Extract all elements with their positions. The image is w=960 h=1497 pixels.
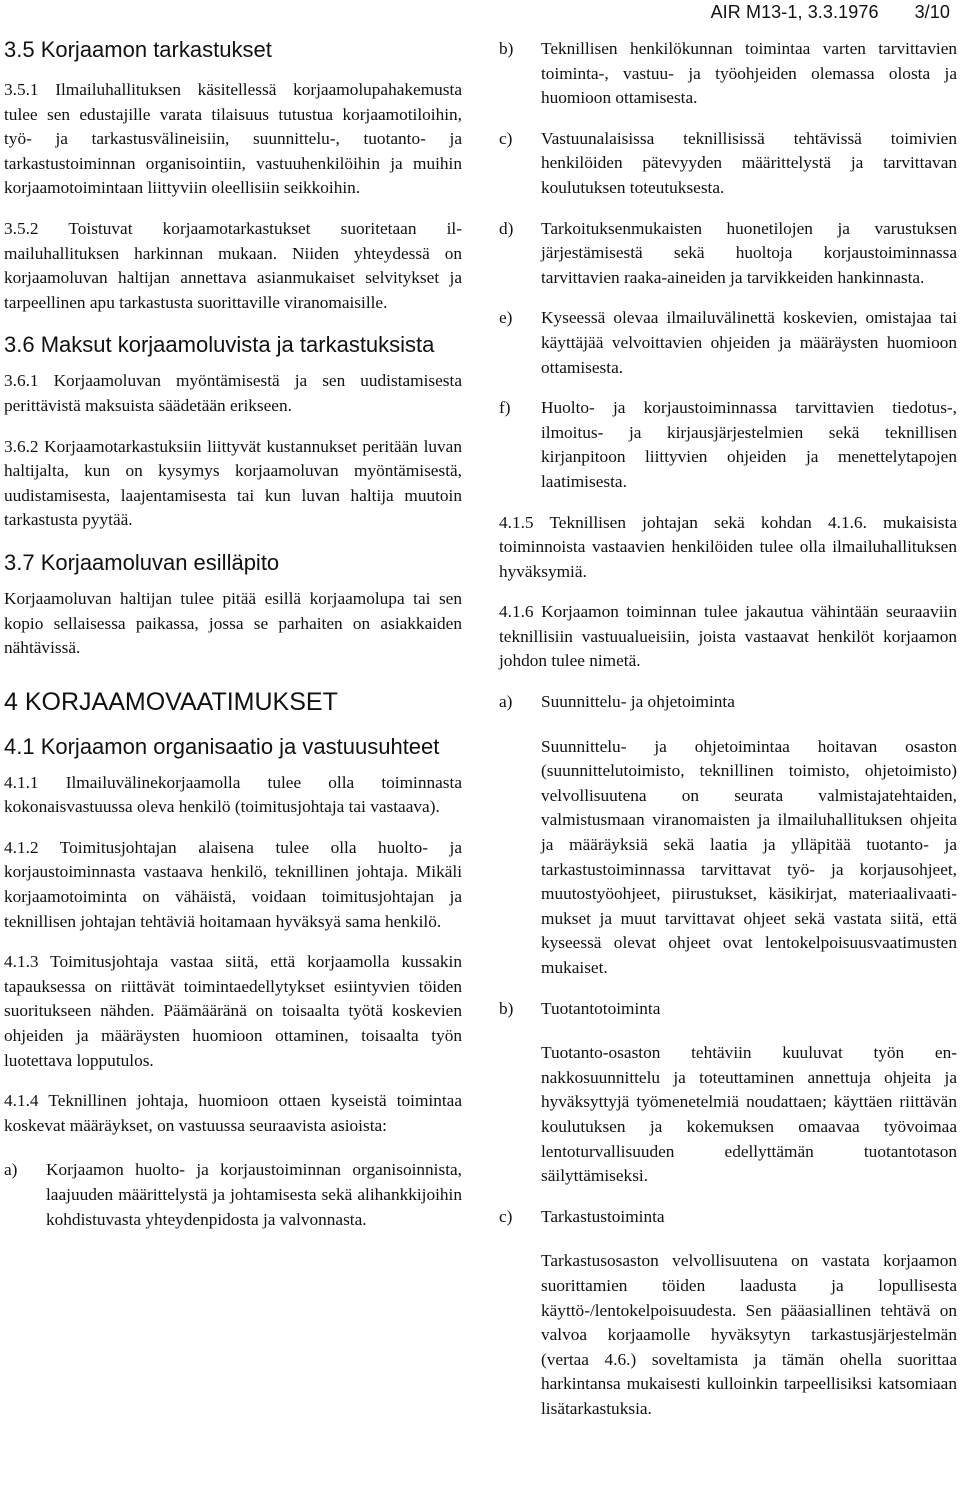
- list-item-text: Tarkoituksenmukaisten huonetilojen ja varustuksen järjestämisestä sekä huoltoja korjaustoiminnassa tarvittavien raaka-aineiden ja tarvikkeiden hankinnasta.: [541, 218, 957, 287]
- list-item: [499, 37, 957, 111]
- list-item-text: Vastuunalaisissa teknillisissä tehtävissä toimivien henkilöiden pätevyyden määrittelystä ja tarvittavan koulutuksen toteutuksesta.: [541, 128, 957, 197]
- section-3-7-heading: 3.7 Korjaamoluvan esilläpito: [4, 549, 280, 575]
- subsection-c-text: Tarkastusosaston velvollisuutena on vastata korjaamon suorittamien töiden laadusta ja lopullisesta käyttö-/lentokelpoisuudesta. Sen pääasiallinen tehtävä on valvoa korjaamolle hyväksytyn tarkastusjärjestelmän (vertaa 4.6.) soveltamista ja tämän ohella suorittaa harkintansa mukaisesti kulloinkin tarpeellisiksi katsomiaan lisätarkastuksia.: [541, 1251, 957, 1418]
- paragraph-3-6-1: 3.6.1 Korjaamoluvan myöntämisestä ja sen uudistamisesta perittävistä maksuista säädetään erikseen.: [4, 371, 462, 415]
- paragraph-4-1-5: 4.1.5 Teknillisen johtajan sekä kohdan 4.1.6. mukaisista toiminnoista vastaavien henkilöiden tulee olla ilmailuhallituksen hyväksymiä.: [499, 512, 957, 581]
- section-3-5-heading: 3.5 Korjaamon tarkastukset: [4, 37, 272, 62]
- list-marker: c): [499, 1206, 513, 1226]
- paragraph-4-1-4: 4.1.4 Teknillinen johtaja, huomioon ottaen kyseistä toimintaa koskevat määräykset, on vastuussa seuraavista asioista:: [4, 1091, 462, 1135]
- paragraph-3-7: Korjaamoluvan haltijan tulee pitää esillä korjaamolupa tai sen kopio sellaisessa paikassa, jossa se parhaiten on asiakkaiden nähtävissä.: [4, 588, 462, 658]
- document-reference: AIR M13-1, 3.3.1976: [710, 2, 879, 22]
- list-marker: c): [499, 128, 513, 148]
- list-item-text: Kyseessä olevaa ilmailuvälinettä koskevien, omistajaa tai käyttäjää velvoittavien ohjeiden ja määräysten huomioon ottamisesta.: [541, 308, 957, 377]
- paragraph-4-1-3: 4.1.3 Toimitusjohtaja vastaa siitä, että korjaamolla kussakin tapauksessa on riittävät toimintaedellytykset esiintyvien töiden suoritukseen nähden. Päämääränä on toisaalta työtä koskevien ohjeiden ja määräysten huomioon ottaminen, toisaalta työn luotettava lopputulos.: [4, 952, 462, 1070]
- paragraph-4-1-2: 4.1.2 Toimitusjohtajan alaisena tulee olla huolto- ja korjaustoiminnasta vastaava henkilö, teknillinen johtaja. Mikäli korjaamotoiminta on vähäistä, voidaan toimitusjohtajan ja teknillisen johtajan tehtäviä hoitamaan hyväksyä sama henkilö.: [4, 837, 462, 931]
- paragraph-3-6-2: 3.6.2 Korjaamotarkastuksiin liittyvät kustannukset peritään luvan haltijalta, kun on kysymys korjaamoluvan myöntämisestä, uudistamisesta, laajentamisesta tai kun luvan haltija muutoin tarkastusta pyytää.: [4, 436, 462, 530]
- subsection-c-title: Tarkastustoiminta: [541, 1206, 665, 1226]
- subsection-title: [499, 997, 957, 1022]
- list-marker: b): [499, 998, 514, 1018]
- list-marker: f): [499, 398, 511, 418]
- subsection-a-text: Suunnittelu- ja ohjetoimintaa hoitavan osaston (suunnittelutoimisto, teknillinen toimisto, ohjetoimisto) velvollisuutena on seurata valmistajatehtaiden, valmistusmaan viranomaisten ja ilmailuhallituksen ohjeita ja määräyksiä sekä laatia ja ylläpitää tuotanto- ja tarkastustoiminnassa tarvittavat työ- ja korjausohjeet, muutostyöohjeet, piirustukset, käsikirjat, materiaalivaatimukset ja muut tarvittavat ohjeet sekä vastata siitä, että kyseessä olevat ohjeet ovat lentokelpoisuusvaatimusten mukaiset.: [541, 736, 957, 977]
- section-4-1-heading: 4.1 Korjaamon organisaatio ja vastuusuhteet: [4, 733, 440, 759]
- list-marker: a): [4, 1160, 18, 1180]
- paragraph-4-1-1: 4.1.1 Ilmailuvälinekorjaamolla tulee olla toiminnasta kokonaisvastuussa oleva henkilö (toimitusjohtaja tai vastaava).: [4, 772, 462, 817]
- list-marker: e): [499, 308, 513, 328]
- subsection-title: [499, 1205, 957, 1230]
- list-item: [499, 306, 957, 380]
- list-item: [499, 396, 957, 494]
- list-marker: b): [499, 39, 514, 58]
- list-item-text: Teknillisen henkilökunnan toimintaa varten tarvittavien toiminta-, vastuu- ja työohjeiden olemassa olosta ja huomioon ottamisesta.: [541, 39, 957, 108]
- list-item-text: Huolto- ja korjaustoiminnassa tarvittavien tiedotus-, ilmoitus- ja kirjausjärjestelmien sekä teknillisen kirjanpitoon liittyvien ohjeiden ja menettelytapojen laatimisesta.: [541, 398, 957, 491]
- list-item: [499, 127, 957, 201]
- right-column: [499, 37, 957, 1422]
- paragraph-3-5-1: 3.5.1 Ilmailuhallituksen käsitellessä korjaamolupahakemusta tulee sen edustajille varata tilaisuus tutustua korjaamotiloihin, työ- ja tarkastusvälineisiin, suunnittelu-, tuotanto- ja tarkastustoiminnan organisointiin, vastuuhenkilöihin ja muihin korjaamotoimintaan liittyviin oleellisiin seikkoihin.: [4, 80, 462, 198]
- list-item-text: Korjaamon huolto- ja korjaustoiminnan organisoinnista, laajuuden määrittelystä ja johtamisesta sekä alihankkijoihin kohdistuvasta yhteydenpidosta ja valvonnasta.: [46, 1160, 462, 1229]
- page-number: 3/10: [914, 2, 950, 22]
- list-item: [499, 217, 957, 291]
- list-item: [4, 1158, 462, 1232]
- paragraph-4-1-6: 4.1.6 Korjaamon toiminnan tulee jakautua vähintään seuraaviin teknillisiin vastuualueisiin, joista vastaavat henkilöt korjaamon johdon tulee nimetä.: [499, 602, 957, 671]
- list-marker: d): [499, 218, 514, 238]
- paragraph-3-5-2: 3.5.2 Toistuvat korjaamotarkastukset suoritetaan ilmailuhallituksen harkinnan mukaan. Niiden yhteydessä on korjaamoluvan haltijan annettava asianmukaiset selvitykset ja tarpeellinen apu tarkastusta suorittaville viranomaisille.: [4, 218, 462, 312]
- section-3-6-heading: 3.6 Maksut korjaamoluvista ja tarkastuksista: [4, 332, 435, 358]
- page-header: [711, 2, 950, 23]
- left-column: [4, 36, 462, 1232]
- subsection-b-text: Tuotanto-osaston tehtäviin kuuluvat työn ennakkosuunnittelu ja toteuttaminen annettuja ohjeita ja hyväksyttyjä työmenetelmiä noudattaen; käyttäen riittävän koulutuksen ja kokemuksen omaavaa työvoimaa lentoturvallisuuden edellyttämän tuotantotason säilyttämiseksi.: [541, 1043, 957, 1186]
- list-marker: a): [499, 692, 513, 712]
- chapter-4-heading: 4 KORJAAMOVAATIMUKSET: [4, 687, 338, 716]
- subsection-b-title: Tuotantotoiminta: [541, 998, 661, 1018]
- subsection-a-title: Suunnittelu- ja ohjetoiminta: [541, 692, 735, 712]
- subsection-title: [499, 690, 957, 715]
